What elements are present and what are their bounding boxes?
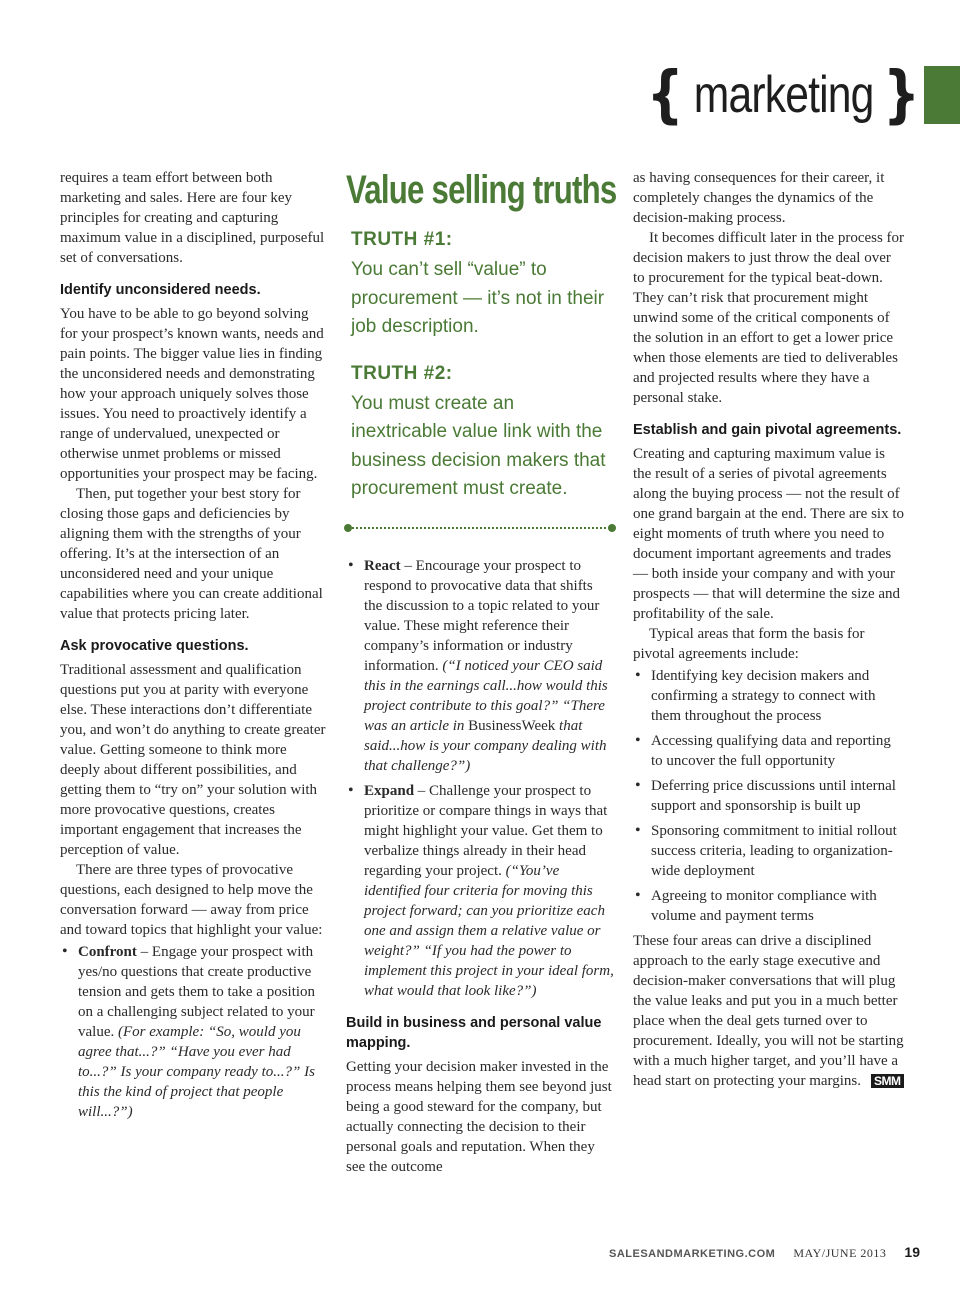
bullet-lead: Expand	[364, 782, 415, 799]
divider-dotted-line	[352, 527, 610, 529]
intro-paragraph: requires a team effort between both marketing and sales. Here are four key principles for creating and capturing maximum value in a disciplined, purposeful set of conversations.	[60, 170, 325, 266]
list-item: • Sponsoring commitment to initial rollout success criteria, leading to organization-wide deployment	[633, 821, 905, 881]
bullet-lead: React	[364, 557, 401, 574]
end-mark-logo: SMM	[871, 1074, 904, 1088]
body-paragraph: You have to be able to go beyond solving for your prospect’s known wants, needs and pain points. The bigger value lies in finding the unconsidered needs and demonstrating how your approach uniquely solves those issues. You need to proactively identify a range of undervalued, unexpected or otherwise unmet problems or missed opportunities your prospect may be facing.	[60, 306, 324, 482]
list-item: • Accessing qualifying data and reporting to uncover the full opportunity	[633, 731, 905, 771]
truth-1-text: You can’t sell “value” to procurement — it’s not in their job description.	[351, 259, 605, 337]
bullet-text: – Challenge your prospect to prioritize or compare things in ways that might highlight your value. Get them to verbalize things already in their head regarding your project.	[364, 782, 608, 879]
agreement-areas-list	[633, 666, 905, 926]
body-paragraph: There are three types of provocative questions, each designed to help move the conversation forward — away from price and toward topics that highlight your value:	[60, 862, 323, 938]
body-paragraph: Getting your decision maker invested in the process means helping them see beyond just being a good steward for the company, but actually connecting the decision to their personal goals and reputation. When they see the outcome	[346, 1058, 612, 1175]
list-item: • Agreeing to monitor compliance with volume and payment terms	[633, 886, 905, 926]
bullet-example: (“I noticed your CEO said this in the earnings call...how would this project contribute to this goal?” “There was an article in	[364, 657, 608, 734]
subhead-unconsidered-needs: Identify unconsidered needs.	[60, 282, 261, 298]
sidebar-title: Value selling truths	[346, 168, 617, 212]
column-middle	[346, 168, 617, 1177]
close-bracket: }	[882, 59, 920, 131]
list-item-react	[346, 556, 614, 776]
bullet-example: that said...how is your company dealing with that challenge?”)	[364, 717, 607, 774]
column-right	[633, 168, 905, 1091]
truth-2-label: TRUTH #2:	[351, 362, 453, 384]
divider-dot-left	[344, 524, 352, 532]
section-header	[647, 58, 960, 132]
page-number: 19	[904, 1244, 920, 1260]
body-paragraph: Traditional assessment and qualification questions put you at parity with everyone else. These interactions don’t differentiate you, and won’t do anything to create greater value. Getting someone to think more deeply about different possibilities, and getting them to “try on” your solution with more provocative questions, creates important engagement that increases the perception of value.	[60, 662, 326, 858]
body-paragraph: as having consequences for their career, it completely changes the dynamics of the decision-making process.	[633, 170, 885, 226]
list-item-expand	[346, 781, 614, 1001]
question-types-list	[60, 942, 328, 1122]
body-paragraph: Creating and capturing maximum value is the result of a series of pivotal agreements along the buying process — not the result of one grand bargain at the end. There are six to eight moments of truth where you need to document important agreements and trades — both inside your company and with your prospects — that will determine the size and profitability of the sale.	[633, 446, 905, 622]
subhead-value-mapping: Build in business and personal value mapping.	[346, 1014, 602, 1051]
column-left	[60, 168, 328, 1127]
subhead-provocative-questions: Ask provocative questions.	[60, 638, 249, 654]
divider-dot-right	[608, 524, 616, 532]
body-paragraph: It becomes difficult later in the process for decision makers to just throw the deal over to procurement for the typical beat-down. They can’t risk that procurement might unwind some of the critical components of the solution in an effort to get a lower price when those elements are tied to deliverables and projected results where they have a personal stake.	[633, 230, 905, 406]
question-types-list-cont	[346, 556, 614, 1001]
list-item-confront	[60, 942, 328, 1122]
sidebar-box	[346, 168, 617, 532]
bullet-example: (“You’ve identified four criteria for moving this project forward; can you prioritize each one and assign them a relative value or weight?” “If you had the power to implement this project in your ideal form, what would that look like?”)	[364, 862, 614, 999]
bullet-text: – Encourage your prospect to respond to provocative data that shifts the discussion to a topic related to your value. These might reference their company’s information or industry information.	[364, 557, 600, 674]
page-footer	[609, 1244, 920, 1261]
sidebar-divider	[346, 524, 614, 532]
body-paragraph: Then, put together your best story for closing those gaps and deficiencies by aligning them with the strengths of your offering. It’s at the intersection of an unconsidered need and your unique capabilities where you can create additional value that protects pricing later.	[60, 486, 323, 622]
bullet-example: (For example: “So, would you agree that...?” “Have you ever had to...?” Is your company ready to...?” Is this the kind of project that people will...?”)	[78, 1024, 315, 1120]
subhead-pivotal-agreements: Establish and gain pivotal agreements.	[633, 422, 902, 438]
closing-paragraph	[633, 931, 905, 1091]
truth-1-label: TRUTH #1:	[351, 229, 453, 250]
bullet-text: – Engage your prospect with yes/no questions that create productive tension and gets them to take a position on a challenging subject related to your value.	[78, 944, 316, 1040]
closing-text: These four areas can drive a disciplined approach to the early stage executive and decision-maker conversations that will plug the value leaks and put you in a much better place when the deal gets turned over to procurement. Ideally, you will not be starting with a much higher target, and you’ll have a head start on protecting your margins.	[633, 933, 904, 1089]
footer-website: SALESANDMARKETING.COM	[609, 1248, 776, 1260]
list-item: • Identifying key decision makers and confirming a strategy to connect with them throughout the process	[633, 666, 905, 726]
truth-2-text: You must create an inextricable value link with the business decision makers that procurement must create.	[351, 392, 606, 499]
section-color-tab	[924, 66, 960, 124]
open-bracket: {	[646, 59, 684, 131]
publication-name: BusinessWeek	[468, 717, 556, 734]
list-item: • Deferring price discussions until internal support and sponsorship is built up	[633, 776, 905, 816]
footer-issue-date: MAY/JUNE 2013	[793, 1246, 887, 1260]
bullet-lead: Confront	[78, 944, 137, 960]
section-label: marketing	[693, 66, 874, 124]
body-paragraph: Typical areas that form the basis for pivotal agreements include:	[633, 626, 865, 662]
